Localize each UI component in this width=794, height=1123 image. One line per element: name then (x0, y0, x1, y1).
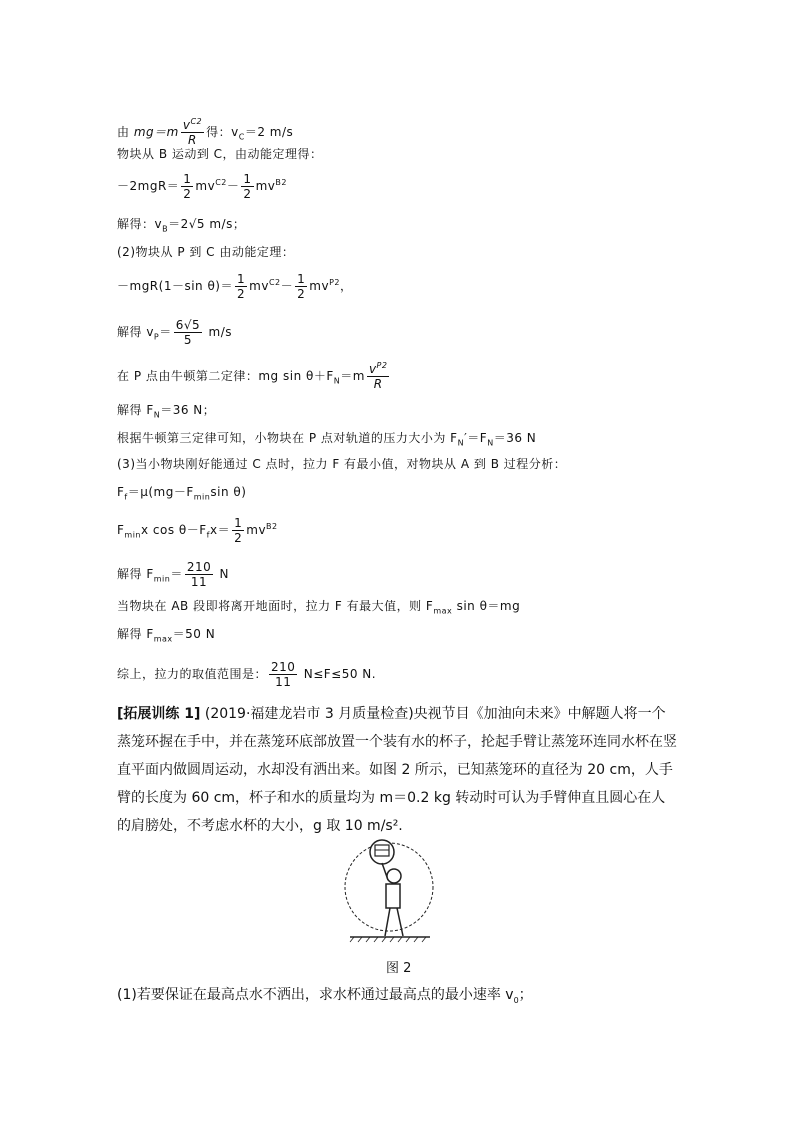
solution-line-1 (117, 118, 293, 147)
text: R (188, 133, 197, 147)
text: 解得 F (117, 567, 154, 581)
denominator: 5 (183, 333, 193, 347)
text: min (153, 574, 171, 584)
text: C (238, 132, 245, 142)
text: N (457, 438, 465, 448)
text: F (117, 523, 125, 537)
numerator: 1 (234, 516, 243, 530)
text: ＝ (170, 567, 183, 581)
numerator: 1 (237, 272, 246, 286)
fraction (235, 272, 247, 301)
text: 由 (117, 125, 134, 139)
text: mg＝m (133, 125, 179, 139)
text: mv (249, 279, 269, 293)
solution-line-16 (117, 626, 215, 642)
exercise-paragraph (117, 700, 677, 840)
fraction (241, 172, 253, 201)
solution-line-9 (117, 402, 215, 418)
fraction (185, 560, 213, 589)
numerator: 1 (297, 272, 306, 286)
text: mv (246, 523, 267, 537)
solution-line-12 (117, 484, 246, 500)
text: － (226, 179, 240, 193)
solution-line-4 (117, 216, 245, 232)
text: ＝m (340, 369, 365, 383)
text: P (153, 332, 160, 342)
numerator: 210 (271, 660, 296, 674)
solution-line-14 (117, 560, 229, 589)
text: ＝36 N (493, 431, 537, 445)
text: 综上，拉力的取值范围是： (117, 667, 268, 681)
text: R (373, 377, 383, 391)
denominator: 2 (237, 287, 246, 301)
text: N (487, 438, 494, 448)
text: B2 (266, 522, 278, 531)
text: m/s (204, 325, 232, 339)
text: ＝2√5 m/s； (168, 217, 246, 231)
text: ＝2 m/s (244, 125, 294, 139)
text: 物块从 B 运动到 C，由动能定理得： (117, 147, 323, 161)
solution-line-2 (117, 146, 323, 162)
text: ； (518, 987, 533, 1003)
text: 解得：v (117, 217, 163, 231)
figure-caption: 图 2 (386, 961, 412, 976)
text: N≤F≤50 N. (299, 667, 377, 681)
text: 当物块在 AB 段即将离开地面时，拉力 F 有最大值，则 F (117, 599, 434, 613)
fraction (181, 172, 193, 201)
question-1 (117, 984, 533, 1004)
text: 根据牛顿第三定律可知，小物块在 P 点对轨道的压力大小为 F (117, 431, 458, 445)
text: －mgR(1－sin θ)＝ (117, 279, 233, 293)
exercise-text: (2019·福建龙岩市 3 月质量检查)央视节目《加油向未来》中解题人将一个蒸笼环握在手中，并在蒸笼环底部放置一个装有水的杯子，抡起手臂让蒸笼环连同水杯在竖直平面内做圆周运动，水却没有洒出来。如图 2 所示，已知蒸笼环的直径为 20 cm，人手臂的长度为 60 cm，杯子和水的质量均为 m＝0.2 kg 转动时可认为手臂伸直且圆心在人的肩膀处，不考虑水杯的大小，g 取 10 m/s². (117, 706, 677, 834)
text: N (333, 376, 341, 386)
solution-line-8 (117, 362, 391, 391)
fraction (174, 318, 202, 347)
fraction (367, 362, 390, 391)
numerator: 210 (186, 560, 212, 574)
text: v (368, 362, 377, 376)
denominator: 2 (234, 531, 243, 545)
left-leg (385, 908, 390, 936)
text: P2 (329, 278, 340, 287)
text: ′＝F (464, 431, 488, 445)
solution-line-3 (117, 172, 287, 201)
text: (3)当小物块刚好能通过 C 点时，拉力 F 有最小值，对物块从 A 到 B 过程分析： (117, 457, 567, 471)
denominator: 2 (243, 187, 252, 201)
numerator: 6√5 (175, 318, 201, 332)
text: C2 (268, 278, 281, 287)
text: f (206, 530, 210, 540)
right-leg (397, 908, 403, 936)
text: C2 (190, 117, 203, 126)
text: (1)若要保证在最高点水不洒出，求水杯通过最高点的最小速率 v (117, 987, 514, 1003)
text: ＝50 N (172, 627, 216, 641)
text: max (433, 606, 453, 616)
solution-line-5 (117, 244, 294, 260)
person-body (386, 884, 400, 908)
text: min (124, 530, 141, 540)
text: F (117, 485, 125, 499)
text: mv (255, 179, 276, 193)
solution-line-13 (117, 516, 278, 545)
fraction (181, 118, 204, 147)
text: (2)物块从 P 到 C 由动能定理： (117, 245, 295, 259)
text: 解得 F (117, 403, 154, 417)
text: －2mgR＝ (117, 179, 180, 193)
exercise-tag: [拓展训练 1] (117, 706, 201, 722)
text: ＝ (159, 325, 172, 339)
solution-line-17 (117, 660, 376, 689)
fraction (295, 272, 307, 301)
text: v (182, 118, 191, 132)
fraction (232, 516, 244, 545)
text: 解得 F (117, 627, 154, 641)
text: sin θ＝mg (452, 599, 521, 613)
text: 0 (513, 995, 519, 1005)
denominator: 11 (190, 575, 208, 589)
solution-line-7 (117, 318, 232, 347)
text: max (153, 634, 173, 644)
person-head (387, 869, 401, 883)
solution-line-6 (117, 272, 353, 301)
text: N (153, 410, 161, 420)
solution-line-10 (117, 430, 536, 446)
text: B2 (275, 178, 287, 187)
denominator: 2 (297, 287, 306, 301)
text: 解得 v (117, 325, 154, 339)
text: C2 (215, 178, 227, 187)
text: P2 (376, 361, 388, 370)
text: x cos θ－F (141, 523, 207, 537)
numerator: 1 (183, 172, 192, 186)
text: 在 P 点由牛顿第二定律：mg sin θ＋F (117, 369, 334, 383)
text: f (124, 492, 128, 502)
numerator: 1 (243, 172, 252, 186)
text: ＝μ(mg－F (127, 485, 194, 499)
text: － (280, 279, 294, 293)
fraction (269, 660, 297, 689)
text: x＝ (210, 523, 231, 537)
solution-line-15 (117, 598, 520, 614)
denominator: 2 (183, 187, 192, 201)
text: mv (309, 279, 330, 293)
text: min (193, 492, 211, 502)
solution-line-11 (117, 456, 566, 472)
text: ＝36 N； (160, 403, 216, 417)
text: sin θ) (210, 485, 247, 499)
text: 得：v (206, 125, 239, 139)
text: N (215, 567, 230, 581)
denominator: 11 (275, 675, 292, 689)
figure-2-illustration (340, 832, 440, 944)
text: B (162, 224, 169, 234)
text: ， (340, 279, 353, 293)
text: mv (195, 179, 216, 193)
